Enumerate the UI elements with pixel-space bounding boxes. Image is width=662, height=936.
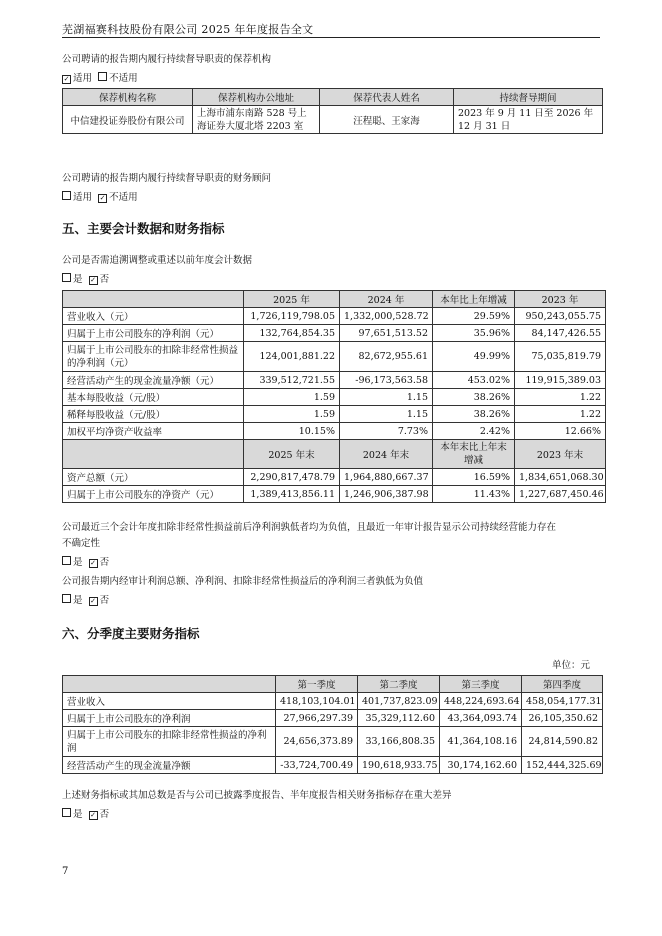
table-cell: 49.99% [433,342,515,372]
row-label: 经营活动产生的现金流量净额（元） [63,372,244,389]
restatement-question: 公司是否需追溯调整或重述以前年度会计数据 [62,255,253,266]
section-6-title: 六、分季度主要财务指标 [62,626,200,641]
table-cell: 43,364,093.74 [440,710,522,727]
table-row [63,308,606,325]
table-cell: 11.43% [433,486,515,503]
unchecked-icon[interactable] [62,556,71,565]
option-no-label: 否 [99,557,110,568]
row-label: 资产总额（元） [63,469,244,486]
table-row [63,372,606,389]
option-no-label: 否 [99,595,110,606]
table-cell: 2023 年 9 月 11 日至 2026 年 12 月 31 日 [454,106,603,134]
table-row [63,486,606,503]
table-cell: -33,724,700.49 [276,757,358,774]
table-cell: 950,243,055.75 [515,308,606,325]
section-5-title: 五、主要会计数据和财务指标 [62,221,225,236]
table-header: 本年比上年增减 [433,291,515,308]
table-cell: 132,764,854.35 [244,325,340,342]
table-header: 持续督导期间 [454,89,603,106]
checked-icon[interactable]: ✓ [90,559,96,567]
table-cell: 1,227,687,450.46 [515,486,606,503]
table-header [63,291,244,308]
table-row [63,389,606,406]
table-cell: 1.15 [340,389,433,406]
row-label: 稀释每股收益（元/股） [63,406,244,423]
row-label: 营业收入 [63,693,276,710]
table-cell: 1.59 [244,389,340,406]
going-concern-question-cont: 不确定性 [62,538,101,549]
option-na-label: 不适用 [109,73,138,84]
unchecked-icon[interactable] [62,594,71,603]
unchecked-icon[interactable] [98,72,107,81]
going-concern-options [62,554,109,568]
table-cell: 27,966,297.39 [276,710,358,727]
sponsor-options [62,70,138,84]
key-financials-table [62,290,606,503]
table-header: 2024 年末 [340,440,433,469]
table-cell: 75,035,819.79 [515,342,606,372]
table-cell: 2,290,817,478.79 [244,469,340,486]
table-row [63,423,606,440]
checked-icon[interactable]: ✓ [99,194,106,202]
table-cell: 339,512,721.55 [244,372,340,389]
table-header [63,676,276,693]
unchecked-icon[interactable] [62,273,71,282]
option-na-label: 不适用 [109,192,138,203]
table-cell: 1,726,119,798.05 [244,308,340,325]
table-row [63,325,606,342]
option-yes-label: 是 [73,557,83,568]
row-label: 经营活动产生的现金流量净额 [63,757,276,774]
restatement-options [62,271,109,285]
discrepancy-options [62,806,109,820]
checked-icon[interactable]: ✓ [63,75,70,83]
table-cell: 1.22 [515,406,606,423]
checked-icon[interactable]: ✓ [90,276,96,284]
option-no-label: 否 [99,274,110,285]
table-cell: 35.96% [433,325,515,342]
table-cell: 1.59 [244,406,340,423]
table-cell: 2.42% [433,423,515,440]
table-header [63,440,244,469]
quarterly-table [62,675,603,774]
table-cell: 10.15% [244,423,340,440]
header-rule [62,37,600,38]
table-cell: 1,964,880,667.37 [340,469,433,486]
table-header: 保荐机构名称 [63,89,193,106]
table-cell: 453.02% [433,372,515,389]
option-yes-label: 是 [73,595,83,606]
table-cell: 1,332,000,528.72 [340,308,433,325]
table-cell: 401,737,823.09 [358,693,440,710]
table-cell: 24,656,373.89 [276,727,358,757]
row-label: 归属于上市公司股东的净资产（元） [63,486,244,503]
row-label: 营业收入（元） [63,308,244,325]
option-yes-label: 是 [73,809,83,820]
table-cell: 29.59% [433,308,515,325]
row-label: 归属于上市公司股东的净利润 [63,710,276,727]
option-applicable-label: 适用 [73,73,93,84]
table-cell: 458,054,177.31 [522,693,603,710]
table-cell: 12.66% [515,423,606,440]
page-header: 芜湖福赛科技股份有限公司 2025 年年度报告全文 [62,23,314,36]
table-cell: 1,834,651,068.30 [515,469,606,486]
table-cell: 448,224,693.64 [440,693,522,710]
table-header: 第四季度 [522,676,603,693]
table-row [63,727,603,757]
table-header: 第一季度 [276,676,358,693]
table-cell: 16.59% [433,469,515,486]
table-row [63,469,606,486]
row-label: 归属于上市公司股东的扣除非经常性损益的净利润 [63,727,276,757]
table-cell: 1.15 [340,406,433,423]
table-cell: -96,173,563.58 [340,372,433,389]
row-label: 基本每股收益（元/股） [63,389,244,406]
table-cell: 30,174,162.60 [440,757,522,774]
table-header: 2023 年 [515,291,606,308]
unchecked-icon[interactable] [62,191,71,200]
table-row [63,342,606,372]
negative-profit-options [62,592,109,606]
table-cell: 418,103,104.01 [276,693,358,710]
table-header: 保荐机构办公地址 [193,89,320,106]
unchecked-icon[interactable] [62,808,71,817]
table-cell: 1.22 [515,389,606,406]
table-header: 第三季度 [440,676,522,693]
table-cell: 1,246,906,387.98 [340,486,433,503]
table-cell: 35,329,112.60 [358,710,440,727]
table-cell: 38.26% [433,406,515,423]
table-cell: 38.26% [433,389,515,406]
table-cell: 上海市浦东南路 528 号上海证券大厦北塔 2203 室 [193,106,320,134]
table-cell: 汪程聪、王家海 [320,106,454,134]
sponsor-table [62,88,603,134]
checked-icon[interactable]: ✓ [90,597,96,605]
table-header: 本年末比上年末增减 [433,440,515,469]
table-cell: 190,618,933.75 [358,757,440,774]
table-header: 第二季度 [358,676,440,693]
table-cell: 33,166,808.35 [358,727,440,757]
page-number: 7 [62,866,69,877]
table-row [63,693,603,710]
going-concern-question: 公司最近三个会计年度扣除非经常性损益前后净利润孰低者均为负值，且最近一年审计报告显示公司持续经营能力存在 [62,522,557,533]
unit-label: 单位：元 [551,660,590,671]
discrepancy-question: 上述财务指标或其加总数是否与公司已披露季度报告、半年度报告相关财务指标存在重大差异 [62,790,452,801]
table-row [63,406,606,423]
row-label: 归属于上市公司股东的净利润（元） [63,325,244,342]
table-cell: 中信建投证券股份有限公司 [63,106,193,134]
table-header: 2025 年 [244,291,340,308]
table-header: 2024 年 [340,291,433,308]
table-header: 2025 年末 [244,440,340,469]
advisor-intro: 公司聘请的报告期内履行持续督导职责的财务顾问 [62,173,272,184]
table-cell: 7.73% [340,423,433,440]
table-header: 2023 年末 [515,440,606,469]
row-label: 加权平均净资产收益率 [63,423,244,440]
table-cell: 84,147,426.55 [515,325,606,342]
sponsor-intro: 公司聘请的报告期内履行持续督导职责的保荐机构 [62,54,272,65]
negative-profit-question: 公司报告期内经审计利润总额、净利润、扣除非经常性损益后的净利润三者孰低为负值 [62,576,424,587]
table-cell: 97,651,513.52 [340,325,433,342]
table-cell: 41,364,108.16 [440,727,522,757]
table-cell: 1,389,413,856.11 [244,486,340,503]
option-yes-label: 是 [73,274,83,285]
table-row [63,757,603,774]
table-cell: 24,814,590.82 [522,727,603,757]
table-cell: 26,105,350.62 [522,710,603,727]
table-cell: 124,001,881.22 [244,342,340,372]
table-cell: 119,915,389.03 [515,372,606,389]
option-no-label: 否 [99,809,110,820]
table-row [63,710,603,727]
checked-icon[interactable]: ✓ [90,811,96,819]
option-applicable-label: 适用 [73,192,93,203]
advisor-options [62,189,138,203]
table-header: 保荐代表人姓名 [320,89,454,106]
table-cell: 82,672,955.61 [340,342,433,372]
table-cell: 152,444,325.69 [522,757,603,774]
row-label: 归属于上市公司股东的扣除非经常性损益的净利润（元） [63,342,244,372]
